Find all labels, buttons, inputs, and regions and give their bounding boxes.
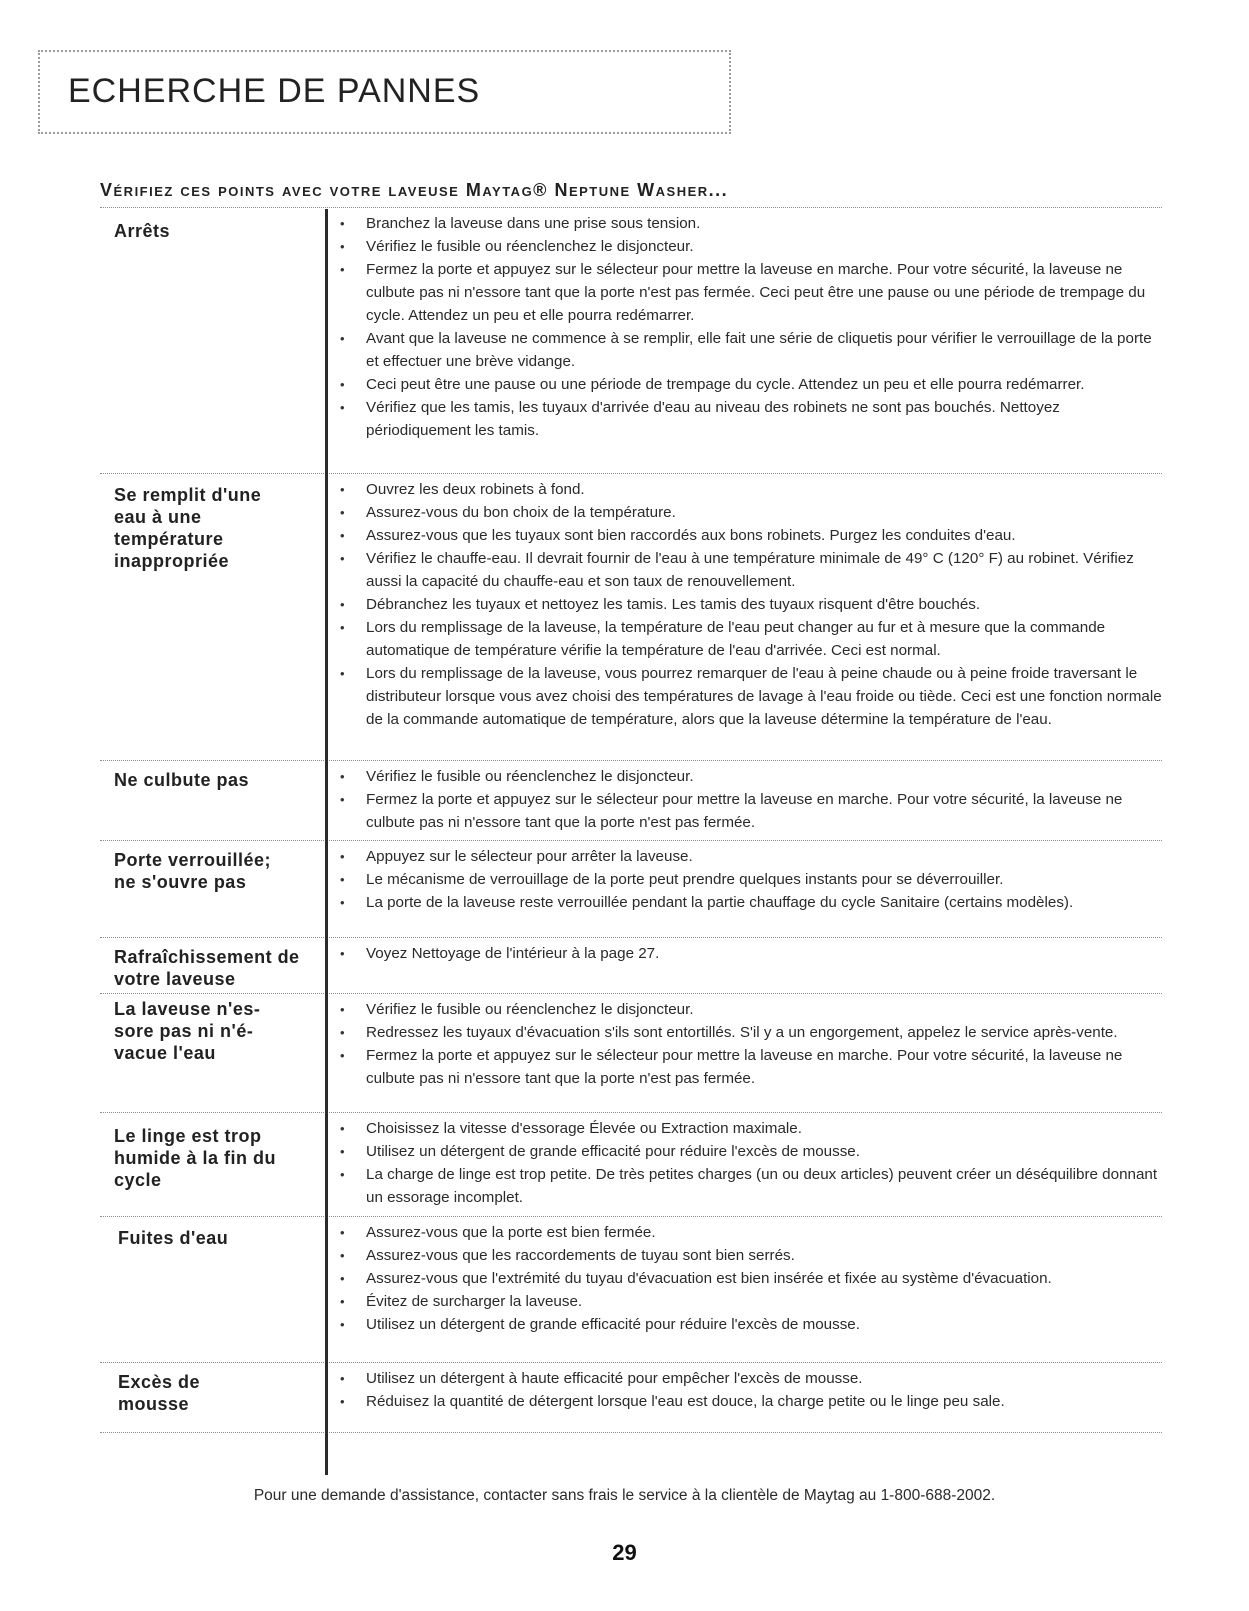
list-item: • Choisissez la vitesse d'essorage Élevée ou Extraction maximale. bbox=[338, 1117, 1168, 1140]
column-separator bbox=[325, 209, 328, 1475]
section-label: Le linge est trop humide à la fin du cycle bbox=[114, 1126, 277, 1190]
bullet-icon: • bbox=[340, 620, 345, 635]
divider bbox=[100, 1362, 1162, 1363]
bullet-icon: • bbox=[340, 528, 345, 543]
item-list bbox=[338, 942, 1168, 965]
list-item: • Voyez Nettoyage de l'intérieur à la page 27. bbox=[338, 942, 1168, 965]
bullet-icon: • bbox=[340, 551, 345, 566]
bullet-icon: • bbox=[340, 1271, 345, 1286]
section-label: Excès de mousse bbox=[118, 1372, 201, 1414]
list-item: • Évitez de surcharger la laveuse. bbox=[338, 1290, 1168, 1313]
list-item: • Assurez-vous que l'extrémité du tuyau d'évacuation est bien insérée et fixée au système d'évacuation. bbox=[338, 1267, 1168, 1290]
divider bbox=[100, 760, 1162, 761]
bullet-icon: • bbox=[340, 1371, 345, 1386]
list-item: • Vérifiez le fusible ou réenclenchez le disjoncteur. bbox=[338, 765, 1168, 788]
divider bbox=[100, 473, 1162, 474]
section-label: Porte verrouillée; ne s'ouvre pas bbox=[114, 850, 272, 892]
section-label: Rafraîchissement de votre laveuse bbox=[114, 947, 300, 989]
list-item: • Débranchez les tuyaux et nettoyez les tamis. Les tamis des tuyaux risquent d'être bouchés. bbox=[338, 593, 1168, 616]
list-item: • Appuyez sur le sélecteur pour arrêter la laveuse. bbox=[338, 845, 1168, 868]
list-item: • Vérifiez le chauffe-eau. Il devrait fournir de l'eau à une température minimale de 49° C (120° F) au robinet. Vérifiez aussi la capacité du chauffe-eau et son taux de renouvellement. bbox=[338, 547, 1168, 593]
item-list bbox=[338, 1117, 1168, 1209]
list-item: • Réduisez la quantité de détergent lorsque l'eau est douce, la charge petite ou le linge peu sale. bbox=[338, 1390, 1168, 1413]
bullet-icon: • bbox=[340, 400, 345, 415]
item-list bbox=[338, 478, 1168, 731]
list-item: • La porte de la laveuse reste verrouillée pendant la partie chauffage du cycle Sanitaire (certains modèles). bbox=[338, 891, 1168, 914]
bullet-icon: • bbox=[340, 1248, 345, 1263]
item-list bbox=[338, 845, 1168, 914]
bullet-icon: • bbox=[340, 1144, 345, 1159]
footer-contact: Pour une demande d'assistance, contacter sans frais le service à la clientèle de Maytag au 1-800-688-2002. bbox=[253, 1487, 996, 1504]
list-item: • Avant que la laveuse ne commence à se remplir, elle fait une série de cliquetis pour vérifier le verrouillage de la porte et effectuer une brève vidange. bbox=[338, 327, 1168, 373]
section-label: Fuites d'eau bbox=[118, 1228, 229, 1248]
bullet-icon: • bbox=[340, 239, 345, 254]
bullet-icon: • bbox=[340, 1121, 345, 1136]
list-item: • Assurez-vous que la porte est bien fermée. bbox=[338, 1221, 1168, 1244]
list-item: • Fermez la porte et appuyez sur le sélecteur pour mettre la laveuse en marche. Pour votre sécurité, la laveuse ne culbute pas ni n'essore tant que la porte n'est pas fermée. bbox=[338, 1044, 1168, 1090]
bullet-icon: • bbox=[340, 505, 345, 520]
bullet-icon: • bbox=[340, 331, 345, 346]
bullet-icon: • bbox=[340, 946, 345, 961]
list-item: • La charge de linge est trop petite. De très petites charges (un ou deux articles) peuvent créer un déséquilibre donnant un essorage incomplet. bbox=[338, 1163, 1168, 1209]
bullet-icon: • bbox=[340, 216, 345, 231]
page-title: ECHERCHE DE PANNES bbox=[68, 72, 481, 110]
list-item: • Assurez-vous du bon choix de la température. bbox=[338, 501, 1168, 524]
list-item: • Le mécanisme de verrouillage de la porte peut prendre quelques instants pour se déverrouiller. bbox=[338, 868, 1168, 891]
bullet-icon: • bbox=[340, 1317, 345, 1332]
list-item: • Utilisez un détergent de grande efficacité pour réduire l'excès de mousse. bbox=[338, 1313, 1168, 1336]
bullet-icon: • bbox=[340, 666, 345, 681]
item-list bbox=[338, 212, 1168, 442]
bullet-icon: • bbox=[340, 895, 345, 910]
list-item: • Redressez les tuyaux d'évacuation s'ils sont entortillés. S'il y a un engorgement, appelez le service après-vente. bbox=[338, 1021, 1168, 1044]
bullet-icon: • bbox=[340, 377, 345, 392]
list-item: • Ceci peut être une pause ou une période de trempage du cycle. Attendez un peu et elle pourra redémarrer. bbox=[338, 373, 1168, 396]
page-subtitle: Vérifiez ces points avec votre laveuse Maytag® Neptune Washer... bbox=[100, 180, 729, 200]
bullet-icon: • bbox=[340, 1048, 345, 1063]
section-label: Se remplit d'une eau à une température inappropriée bbox=[114, 485, 262, 571]
list-item: • Vérifiez le fusible ou réenclenchez le disjoncteur. bbox=[338, 235, 1168, 258]
divider bbox=[100, 993, 1162, 994]
bullet-icon: • bbox=[340, 769, 345, 784]
list-item: • Vérifiez le fusible ou réenclenchez le disjoncteur. bbox=[338, 998, 1168, 1021]
list-item: • Lors du remplissage de la laveuse, vous pourrez remarquer de l'eau à peine chaude ou à peine froide traversant le distributeur lorsque vous avez choisi des températures de lavage à l'eau froide ou tiède. Ceci est une fonction normale de la commande automatique de température, alors que la laveuse détermine la température de l'eau. bbox=[338, 662, 1168, 731]
list-item: • Assurez-vous que les tuyaux sont bien raccordés aux bons robinets. Purgez les conduites d'eau. bbox=[338, 524, 1168, 547]
bullet-icon: • bbox=[340, 792, 345, 807]
list-item: • Branchez la laveuse dans une prise sous tension. bbox=[338, 212, 1168, 235]
list-item: • Fermez la porte et appuyez sur le sélecteur pour mettre la laveuse en marche. Pour votre sécurité, la laveuse ne culbute pas ni n'essore tant que la porte n'est pas fermée. bbox=[338, 788, 1168, 834]
bullet-icon: • bbox=[340, 262, 345, 277]
item-list bbox=[338, 765, 1168, 834]
divider bbox=[100, 1432, 1162, 1433]
section-label: La laveuse n'es-sore pas ni n'é-vacue l'eau bbox=[114, 999, 261, 1063]
divider bbox=[100, 1112, 1162, 1113]
list-item: • Fermez la porte et appuyez sur le sélecteur pour mettre la laveuse en marche. Pour votre sécurité, la laveuse ne culbute pas ni n'essore tant que la porte n'est pas fermée. Ceci peut être une pause ou une période de trempage du cycle. Attendez un peu et elle pourra redémarrer. bbox=[338, 258, 1168, 327]
bullet-icon: • bbox=[340, 1167, 345, 1182]
section-label: Ne culbute pas bbox=[114, 770, 250, 790]
bullet-icon: • bbox=[340, 849, 345, 864]
bullet-icon: • bbox=[340, 1002, 345, 1017]
section-label: Arrêts bbox=[114, 221, 171, 241]
page-number: 29 bbox=[612, 1540, 637, 1565]
list-item: • Assurez-vous que les raccordements de tuyau sont bien serrés. bbox=[338, 1244, 1168, 1267]
bullet-icon: • bbox=[340, 1025, 345, 1040]
bullet-icon: • bbox=[340, 1294, 345, 1309]
list-item: • Lors du remplissage de la laveuse, la température de l'eau peut changer au fur et à mesure que la commande automatique de température vérifie la température de l'eau d'arrivée. Ceci est normal. bbox=[338, 616, 1168, 662]
divider bbox=[100, 1216, 1162, 1217]
item-list bbox=[338, 998, 1168, 1090]
divider bbox=[100, 207, 1162, 208]
bullet-icon: • bbox=[340, 597, 345, 612]
bullet-icon: • bbox=[340, 482, 345, 497]
bullet-icon: • bbox=[340, 1394, 345, 1409]
item-list bbox=[338, 1221, 1168, 1336]
bullet-icon: • bbox=[340, 872, 345, 887]
list-item: • Ouvrez les deux robinets à fond. bbox=[338, 478, 1168, 501]
list-item: • Utilisez un détergent de grande efficacité pour réduire l'excès de mousse. bbox=[338, 1140, 1168, 1163]
item-list bbox=[338, 1367, 1168, 1413]
list-item: • Vérifiez que les tamis, les tuyaux d'arrivée d'eau au niveau des robinets ne sont pas bouchés. Nettoyez périodiquement les tamis. bbox=[338, 396, 1168, 442]
divider bbox=[100, 840, 1162, 841]
divider bbox=[100, 937, 1162, 938]
bullet-icon: • bbox=[340, 1225, 345, 1240]
list-item: • Utilisez un détergent à haute efficacité pour empêcher l'excès de mousse. bbox=[338, 1367, 1168, 1390]
